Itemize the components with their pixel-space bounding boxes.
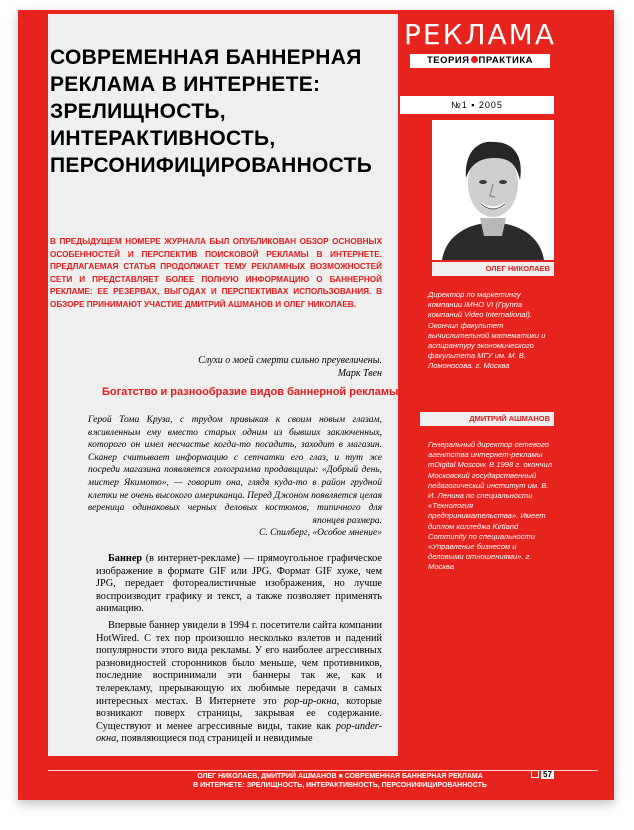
- subtitle-right: ПРАКТИКА: [478, 55, 534, 66]
- magazine-name: РЕКЛАМА: [404, 24, 556, 51]
- page-square-icon: [531, 770, 539, 778]
- body-p2-c: , появляющиеся под страницей и невидимые: [116, 733, 313, 745]
- page-number: 57: [543, 770, 552, 779]
- epigraph-film: [88, 414, 382, 540]
- author-bio-1: Директор по маркетингу компании IMHO VI (Группа компаний Video International). Окончил факультет вычислительной математики и аспирантуру экономического факультета МГУ им. М. В. Ломоносова. г. Москва: [428, 290, 546, 371]
- subtitle-left: ТЕОРИЯ: [426, 55, 470, 66]
- term-popup: pop-up-окна: [283, 695, 337, 707]
- author-name-2: ДМИТРИЙ АШМАНОВ: [420, 412, 554, 426]
- epigraph-film-text: Герой Тома Круза, с трудом привыкая к своим новым глазам, вживленным ему вместо старых одним из бывших заключенных, которого он имел несчастье когда-то посадить, заходит в магазин. Сканер считывает информацию с сетчатки его глаз, и тут же посреди магазина появляется голограмма продавщицы: «Добрый день, мистер Якимото», — говорит она, глядя куда-то в район грудной клетки не очень высокого американца. Перед Джоном появляется целая вереница одинаковых черных деловых костюмов, типичного для японцев размера.: [88, 415, 382, 526]
- epigraph-film-source: С. Спилберг, «Особое мнение»: [258, 528, 382, 539]
- body-p2-a: Впервые баннер увидели в 1994 г. посетители сайта компании HotWired. С тех пор произошло несколько взлетов и падений популярности этого вида рекламы. У его наиболее агрессивных разновидностей сторонников было меньше, чем противников, последние воспринимали эти баннеры так же, как и телерекламу, прерывающую их любимые передачи в самых интересных местах. В Интернете это: [96, 619, 382, 707]
- epigraph-quote: Слухи о моей смерти сильно преувеличены.: [198, 355, 382, 366]
- epigraph-author: Марк Твен: [337, 368, 382, 379]
- article-title: СОВРЕМЕННАЯ БАННЕРНАЯ РЕКЛАМА В ИНТЕРНЕТЕ: ЗРЕЛИЩНОСТЬ, ИНТЕРАКТИВНОСТЬ, ПЕРСОНИФИЦИРОВАННОСТЬ: [50, 46, 373, 177]
- footer-divider: [48, 770, 598, 771]
- epigraph-twain: [150, 354, 382, 380]
- article-lead: В ПРЕДЫДУЩЕМ НОМЕРЕ ЖУРНАЛА БЫЛ ОПУБЛИКОВАН ОБЗОР ОСНОВНЫХ ОСОБЕННОСТЕЙ И ПЕРСПЕКТИВ ПОИСКОВОЙ РЕКЛАМЫ В ИНТЕРНЕТЕ. ПРЕДЛАГАЕМАЯ СТАТЬЯ ПРОДОЛЖАЕТ ТЕМУ РЕКЛАМНЫХ ВОЗМОЖНОСТЕЙ СЕТИ И ПРЕДСТАВЛЯЕТ БОЛЕЕ ПОЛНУЮ ИНФОРМАЦИЮ О БАННЕРНОЙ РЕКЛАМЕ: ЕЕ РЕЗЕРВАХ, ВЫГОДАХ И ПЕРСПЕКТИВАХ ИСПОЛЬЗОВАНИЯ. В ОБЗОРЕ ПРИНИМАЮТ УЧАСТИЕ ДМИТРИЙ АШМАНОВ И ОЛЕГ НИКОЛАЕВ.: [50, 237, 382, 309]
- footer-line-1: ОЛЕГ НИКОЛАЕВ, ДМИТРИЙ АШМАНОВ ■ СОВРЕМЕННАЯ БАННЕРНАЯ РЕКЛАМА: [197, 773, 483, 780]
- author-bio-2: Генеральный директор сетевого агентства интернет-рекламы mDigital Moscow. В 1998 г. окончил Московский государственный педагогический институт им. В. И. Ленина по специальности «Технология предпринимательства». Имеет диплом колледжа Kirtland Community по специальности «Управление бизнесом и деловыми отношениями». г. Москва: [428, 440, 552, 572]
- article-body: [96, 553, 382, 746]
- term-banner: Баннер: [108, 553, 143, 564]
- body-paragraph-1: [96, 553, 382, 616]
- dot-icon: [471, 56, 478, 63]
- magazine-subtitle: [410, 54, 550, 68]
- body-p1-text: (в интернет-рекламе) — прямоугольное графическое изображение в формате GIF или JPG. Формат GIF хуже, чем JPG, передает фотореалистичные изображения, но лучше воспроизводит графику и текст, а также позволяет применять анимацию.: [96, 553, 382, 615]
- magazine-logo: [400, 24, 560, 80]
- term-popunder: pop-under-окна: [96, 720, 382, 745]
- author-name-1: ОЛЕГ НИКОЛАЕВ: [432, 262, 554, 276]
- section-heading: Богатство и разнообразие видов баннерной рекламы: [102, 386, 399, 398]
- body-p2-b: , которые возникают поверх страницы, закрывая ее содержание. Существуют и менее агрессивные виды, такие как: [96, 695, 382, 732]
- page-footer: [190, 772, 490, 790]
- issue-number: №1 ▪ 2005: [400, 96, 554, 114]
- page-number-box: [531, 770, 554, 779]
- author-photo: [432, 120, 554, 260]
- body-paragraph-2: [96, 620, 382, 746]
- footer-line-2: В ИНТЕРНЕТЕ: ЗРЕЛИЩНОСТЬ, ИНТЕРАКТИВНОСТЬ, ПЕРСОНИФИЦИРОВАННОСТЬ: [193, 782, 487, 789]
